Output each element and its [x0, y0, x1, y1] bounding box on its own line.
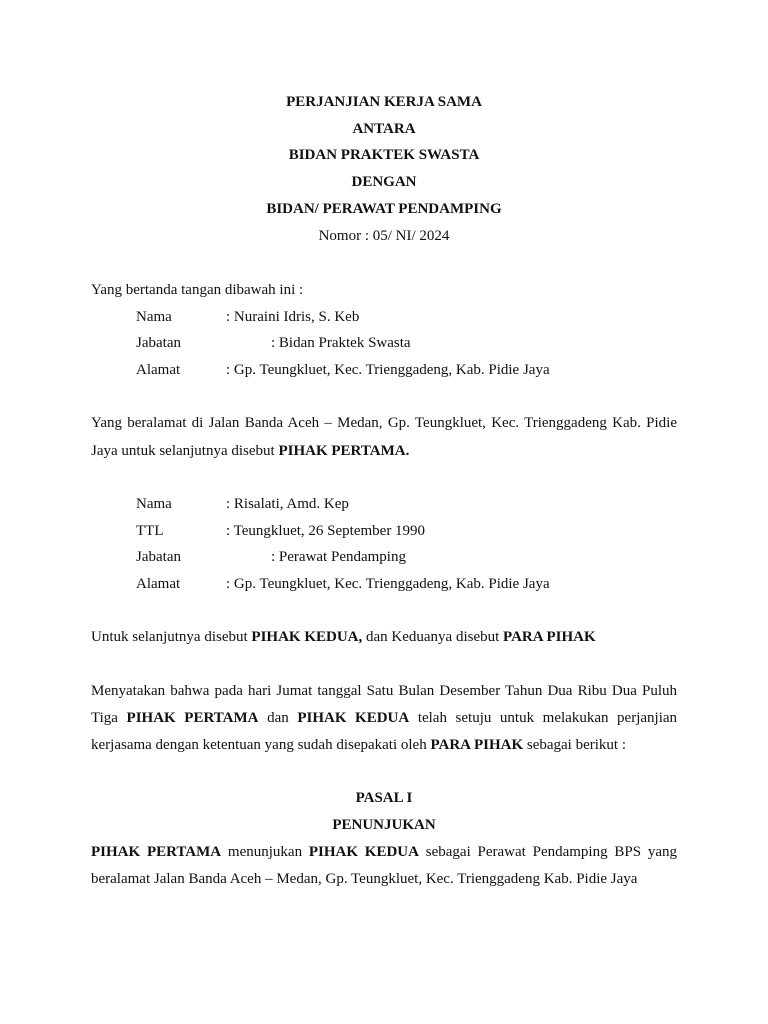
pasal-sebagai: sebagai Perawat Pendamping BPS yang [425, 844, 678, 860]
party1-jabatan-label: Jabatan [136, 335, 181, 351]
para2-para-pihak: PARA PIHAK [503, 629, 596, 645]
doc-title: PERJANJIAN KERJA SAMA [286, 94, 482, 110]
para2-pihak-kedua: PIHAK KEDUA, [251, 629, 363, 645]
para3-line3 [91, 736, 626, 754]
party1-jabatan-value: : Bidan Praktek Swasta [271, 335, 411, 351]
para3-pihak-kedua: PIHAK KEDUA [297, 710, 410, 726]
para1-line2 [91, 442, 409, 460]
party1-nama-value: : Nuraini Idris, S. Keb [226, 309, 360, 325]
pasal-title: PASAL I [355, 790, 413, 806]
para2-text-c: dan Keduanya disebut [362, 629, 504, 645]
para3-tiga: Tiga [91, 710, 118, 726]
party2-nama-label: Nama [136, 496, 172, 512]
party1-nama-label: Nama [136, 309, 172, 325]
pasal-menunjukan: menunjukan [227, 844, 303, 860]
pasal-subtitle: PENUNJUKAN [332, 817, 436, 833]
party2-alamat-label: Alamat [136, 576, 181, 592]
doc-number: Nomor : 05/ NI/ 2024 [318, 228, 450, 244]
pasal-pihak-pertama: PIHAK PERTAMA [91, 844, 222, 860]
doc-title-pendamping: BIDAN/ PERAWAT PENDAMPING [266, 201, 502, 217]
para3-line3-text: kerjasama dengan ketentuan yang sudah disepakati oleh [91, 737, 431, 753]
party2-alamat-value: : Gp. Teungkluet, Kec. Trienggadeng, Kab. Pidie Jaya [226, 576, 550, 592]
pasal-line1 [91, 843, 677, 861]
doc-title-bps: BIDAN PRAKTEK SWASTA [288, 147, 480, 163]
party1-alamat-value: : Gp. Teungkluet, Kec. Trienggadeng, Kab. Pidie Jaya [226, 362, 550, 378]
para2 [91, 628, 596, 646]
doc-title-antara: ANTARA [352, 121, 416, 137]
para1-line1: Yang beralamat di Jalan Banda Aceh – Medan, Gp. Teungkluet, Kec. Trienggadeng Kab. Pidie [91, 415, 677, 431]
party1-alamat-label: Alamat [136, 362, 181, 378]
para3-para-pihak: PARA PIHAK [430, 737, 524, 753]
pasal-line2: beralamat Jalan Banda Aceh – Medan, Gp. Teungkluet, Kec. Trienggadeng Kab. Pidie Jaya [91, 871, 638, 887]
para3-line3-end: sebagai berikut : [523, 737, 626, 753]
para3-setuju: telah setuju untuk melakukan perjanjian [417, 710, 678, 726]
para3-line2 [91, 709, 677, 727]
para2-text-a: Untuk selanjutnya disebut [91, 629, 252, 645]
party2-nama-value: : Risalati, Amd. Kep [226, 496, 349, 512]
intro-text: Yang bertanda tangan dibawah ini : [91, 282, 304, 298]
party2-jabatan-label: Jabatan [136, 549, 181, 565]
party2-jabatan-value: : Perawat Pendamping [271, 549, 406, 565]
party2-ttl-value: : Teungkluet, 26 September 1990 [226, 523, 426, 539]
para1-pihak-pertama: PIHAK PERTAMA. [278, 443, 410, 459]
para3-dan: dan [267, 710, 289, 726]
party2-ttl-label: TTL [136, 523, 164, 539]
para3-pihak-pertama: PIHAK PERTAMA [126, 710, 259, 726]
para1-line2-text: Jaya untuk selanjutnya disebut [91, 443, 279, 459]
para3-line1: Menyatakan bahwa pada hari Jumat tanggal Satu Bulan Desember Tahun Dua Ribu Dua Puluh [91, 683, 677, 699]
pasal-pihak-kedua: PIHAK KEDUA [308, 844, 419, 860]
doc-title-dengan: DENGAN [351, 174, 417, 190]
